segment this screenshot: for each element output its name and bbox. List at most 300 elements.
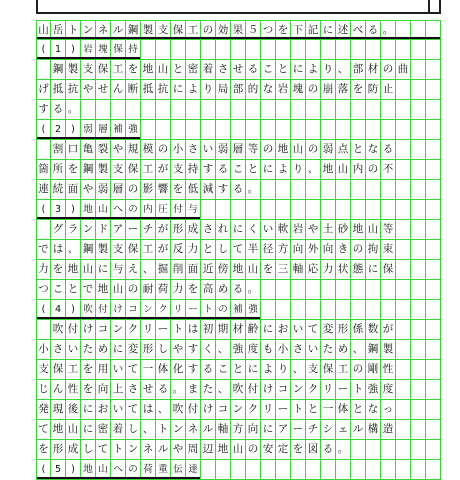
grid-cell: て (126, 360, 141, 380)
grid-cell (276, 280, 291, 300)
grid-cell: 発 (36, 400, 51, 420)
grid-cell (201, 460, 216, 480)
grid-cell (351, 460, 366, 480)
grid-cell: 付 (186, 400, 201, 420)
grid-cell (426, 200, 441, 220)
grid-cell: 口 (66, 140, 81, 160)
grid-cell: ン (126, 440, 141, 460)
grid-cell (216, 40, 231, 60)
grid-cell: 、 (216, 340, 231, 360)
grid-cell: コ (126, 300, 141, 320)
grid-cell (381, 440, 396, 460)
grid-cell: ネ (96, 20, 111, 40)
grid-cell: の (246, 440, 261, 460)
grid-cell (396, 160, 411, 180)
grid-cell (396, 140, 411, 160)
grid-cell (306, 460, 321, 480)
grid-cell (396, 80, 411, 100)
text-line (36, 320, 441, 340)
handwritten-underline (37, 217, 200, 219)
grid-cell: 度 (246, 340, 261, 360)
grid-cell: 不 (381, 160, 396, 180)
grid-cell (201, 100, 216, 120)
grid-cell: 5 (51, 460, 66, 480)
grid-cell: 製 (381, 340, 396, 360)
grid-cell: し (216, 240, 231, 260)
grid-cell: 地 (351, 220, 366, 240)
grid-cell: の (126, 460, 141, 480)
grid-cell (426, 100, 441, 120)
grid-cell: 保 (381, 260, 396, 280)
grid-cell: 伝 (171, 460, 186, 480)
grid-cell (336, 180, 351, 200)
grid-cell: よ (261, 360, 276, 380)
grid-cell: 保 (321, 360, 336, 380)
grid-cell: し (81, 440, 96, 460)
grid-cell: 形 (51, 440, 66, 460)
grid-cell: 、 (66, 240, 81, 260)
grid-cell: 地 (276, 140, 291, 160)
grid-cell: 補 (111, 120, 126, 140)
grid-cell: す (216, 180, 231, 200)
grid-cell (396, 180, 411, 200)
grid-cell (246, 40, 261, 60)
grid-cell: と (171, 60, 186, 80)
grid-cell: や (111, 140, 126, 160)
grid-cell (411, 100, 426, 120)
handwritten-underline (37, 57, 140, 59)
grid-cell: 強 (246, 300, 261, 320)
grid-cell: の (216, 300, 231, 320)
grid-cell: の (261, 140, 276, 160)
grid-cell (231, 120, 246, 140)
grid-cell (231, 200, 246, 220)
grid-cell (291, 120, 306, 140)
grid-cell: を (126, 60, 141, 80)
grid-cell: い (111, 360, 126, 380)
grid-cell: 部 (351, 60, 366, 80)
grid-cell (381, 120, 396, 140)
grid-cell: 材 (231, 320, 246, 340)
grid-cell (411, 260, 426, 280)
grid-cell (261, 300, 276, 320)
grid-cell: チ (306, 420, 321, 440)
grid-cell: ー (336, 380, 351, 400)
grid-cell: を (351, 80, 366, 100)
grid-cell: 地 (66, 260, 81, 280)
grid-cell (426, 140, 441, 160)
grid-cell: の (351, 240, 366, 260)
grid-cell: に (171, 80, 186, 100)
grid-cell: 等 (381, 220, 396, 240)
grid-cell: 用 (96, 360, 111, 380)
grid-cell: 体 (156, 360, 171, 380)
grid-cell: く (246, 220, 261, 240)
grid-cell (246, 120, 261, 140)
grid-cell: 内 (141, 200, 156, 220)
grid-cell: ト (66, 20, 81, 40)
grid-cell: ン (81, 20, 96, 40)
grid-cell: ン (81, 220, 96, 240)
grid-cell: じ (36, 380, 51, 400)
grid-cell: 下 (291, 20, 306, 40)
grid-cell (411, 460, 426, 480)
grid-cell: 山 (111, 280, 126, 300)
grid-cell (336, 460, 351, 480)
grid-cell (366, 120, 381, 140)
grid-cell: 弱 (216, 140, 231, 160)
grid-cell (291, 100, 306, 120)
grid-cell: の (366, 160, 381, 180)
grid-cell: 工 (66, 360, 81, 380)
grid-cell: ト (171, 320, 186, 340)
grid-cell: 山 (66, 420, 81, 440)
grid-cell: 後 (66, 400, 81, 420)
grid-cell: く (201, 340, 216, 360)
grid-cell: り (201, 80, 216, 100)
grid-cell: 地 (231, 260, 246, 280)
header-box-bottom-border (36, 12, 441, 14)
grid-cell (396, 380, 411, 400)
grid-cell: に (231, 220, 246, 240)
grid-cell: に (321, 20, 336, 40)
grid-cell (336, 120, 351, 140)
text-line (36, 160, 441, 180)
grid-cell: 地 (81, 200, 96, 220)
grid-cell: を (66, 160, 81, 180)
grid-cell: い (201, 140, 216, 160)
grid-cell: る (216, 160, 231, 180)
grid-cell: 抵 (141, 80, 156, 100)
grid-cell: ) (66, 120, 81, 140)
grid-cell (396, 440, 411, 460)
grid-cell (246, 200, 261, 220)
grid-cell: 強 (231, 340, 246, 360)
grid-cell: 塊 (291, 80, 306, 100)
grid-cell: 強 (366, 380, 381, 400)
grid-cell (426, 440, 441, 460)
grid-cell: を (51, 260, 66, 280)
grid-cell (351, 200, 366, 220)
grid-cell (411, 120, 426, 140)
grid-cell: 層 (111, 180, 126, 200)
grid-cell: は (51, 240, 66, 260)
grid-cell (381, 460, 396, 480)
grid-cell: 吹 (171, 400, 186, 420)
manuscript-grid (36, 20, 441, 475)
grid-cell (81, 100, 96, 120)
grid-cell (231, 100, 246, 120)
grid-cell: と (66, 280, 81, 300)
grid-cell: 工 (186, 20, 201, 40)
grid-cell (36, 320, 51, 340)
grid-cell (171, 100, 186, 120)
grid-cell: 面 (66, 180, 81, 200)
grid-cell: 態 (351, 260, 366, 280)
grid-cell: ク (246, 400, 261, 420)
grid-cell: の (381, 60, 396, 80)
grid-cell: ー (156, 320, 171, 340)
grid-cell: 。 (171, 380, 186, 400)
grid-cell: 内 (351, 160, 366, 180)
grid-cell: す (186, 360, 201, 380)
grid-cell: 製 (141, 20, 156, 40)
grid-cell: ク (306, 380, 321, 400)
grid-cell (366, 440, 381, 460)
grid-cell: コ (276, 380, 291, 400)
grid-cell: 、 (141, 260, 156, 280)
grid-cell (411, 340, 426, 360)
grid-cell: ド (96, 220, 111, 240)
grid-cell: せ (231, 60, 246, 80)
grid-cell: へ (111, 200, 126, 220)
grid-cell (261, 120, 276, 140)
grid-cell (426, 340, 441, 360)
grid-cell (426, 120, 441, 140)
grid-cell (351, 100, 366, 120)
grid-cell: で (36, 240, 51, 260)
grid-cell: に (261, 320, 276, 340)
grid-cell (351, 120, 366, 140)
grid-cell: を (81, 380, 96, 400)
grid-cell: り (291, 160, 306, 180)
grid-cell (351, 180, 366, 200)
grid-cell: 山 (291, 140, 306, 160)
grid-cell: 連 (36, 180, 51, 200)
grid-cell: し (126, 420, 141, 440)
grid-cell: 近 (201, 260, 216, 280)
grid-cell: ( (36, 300, 51, 320)
grid-cell: 地 (321, 160, 336, 180)
grid-cell: こ (231, 160, 246, 180)
grid-cell: や (306, 220, 321, 240)
grid-cell: 辺 (201, 440, 216, 460)
grid-cell: 一 (141, 360, 156, 380)
grid-cell: 削 (171, 260, 186, 280)
grid-cell: 耐 (141, 280, 156, 300)
grid-cell: 齢 (246, 320, 261, 340)
grid-cell (36, 220, 51, 240)
header-box-divider (428, 0, 430, 14)
grid-cell: 裂 (96, 140, 111, 160)
grid-cell: ネ (186, 420, 201, 440)
grid-cell: シ (321, 420, 336, 440)
grid-cell: け (111, 300, 126, 320)
grid-cell: な (366, 140, 381, 160)
grid-cell (426, 320, 441, 340)
grid-cell: ン (171, 420, 186, 440)
grid-cell: 山 (336, 160, 351, 180)
grid-cell: 抗 (156, 80, 171, 100)
grid-cell: 材 (366, 60, 381, 80)
grid-cell: 形 (171, 220, 186, 240)
grid-cell: け (261, 380, 276, 400)
grid-cell: ラ (66, 220, 81, 240)
grid-cell (396, 300, 411, 320)
grid-cell: る (381, 140, 396, 160)
grid-cell: せ (96, 80, 111, 100)
grid-cell: い (291, 320, 306, 340)
grid-cell: 度 (381, 380, 396, 400)
grid-cell: 箇 (36, 160, 51, 180)
grid-cell: 力 (171, 280, 186, 300)
grid-cell: 。 (66, 100, 81, 120)
grid-cell: 。 (381, 20, 396, 40)
grid-cell: け (81, 320, 96, 340)
grid-cell (426, 360, 441, 380)
grid-cell: に (261, 160, 276, 180)
grid-cell: よ (186, 80, 201, 100)
grid-cell: い (261, 220, 276, 240)
grid-cell: る (366, 20, 381, 40)
grid-cell: リ (261, 400, 276, 420)
grid-cell: ト (201, 300, 216, 320)
grid-cell: と (351, 140, 366, 160)
grid-cell (411, 140, 426, 160)
grid-cell: 効 (216, 20, 231, 40)
grid-cell (186, 100, 201, 120)
grid-cell (366, 200, 381, 220)
grid-cell: て (231, 240, 246, 260)
grid-cell: 層 (96, 120, 111, 140)
grid-cell (336, 40, 351, 60)
grid-cell: い (306, 340, 321, 360)
grid-cell (396, 280, 411, 300)
grid-cell: 構 (366, 420, 381, 440)
grid-cell (306, 180, 321, 200)
grid-cell (126, 100, 141, 120)
grid-cell: さ (126, 380, 141, 400)
header-box (36, 0, 441, 14)
text-line (36, 220, 441, 240)
grid-cell: や (171, 340, 186, 360)
grid-cell: ル (111, 20, 126, 40)
manuscript-sheet (36, 0, 441, 475)
grid-cell: へ (111, 460, 126, 480)
grid-cell (411, 40, 426, 60)
grid-cell: 成 (66, 440, 81, 460)
grid-cell (426, 280, 441, 300)
grid-cell: 山 (246, 260, 261, 280)
grid-cell (396, 460, 411, 480)
grid-cell: こ (51, 280, 66, 300)
grid-cell: た (321, 340, 336, 360)
grid-cell: 荷 (141, 460, 156, 480)
grid-cell: 地 (216, 440, 231, 460)
grid-cell: 向 (246, 420, 261, 440)
grid-cell (321, 100, 336, 120)
grid-cell (381, 100, 396, 120)
grid-cell (411, 240, 426, 260)
grid-cell: 、 (156, 400, 171, 420)
grid-cell: 与 (186, 200, 201, 220)
grid-cell: が (156, 240, 171, 260)
grid-cell: 抗 (66, 80, 81, 100)
grid-cell: に (111, 340, 126, 360)
grid-cell: 密 (96, 420, 111, 440)
grid-cell (366, 100, 381, 120)
grid-cell: 、 (306, 160, 321, 180)
grid-cell (411, 280, 426, 300)
grid-cell (306, 100, 321, 120)
grid-cell (426, 420, 441, 440)
grid-cell: て (96, 440, 111, 460)
grid-cell: る (231, 280, 246, 300)
grid-cell: ト (156, 420, 171, 440)
grid-cell: す (201, 160, 216, 180)
grid-cell: 低 (186, 180, 201, 200)
grid-cell: が (156, 220, 171, 240)
grid-cell: ク (126, 320, 141, 340)
grid-cell (366, 460, 381, 480)
grid-cell: と (306, 400, 321, 420)
grid-cell: ) (66, 40, 81, 60)
grid-cell: 拘 (366, 240, 381, 260)
grid-cell: 期 (216, 320, 231, 340)
grid-cell (381, 280, 396, 300)
grid-cell: 保 (126, 240, 141, 260)
grid-cell: 持 (186, 160, 201, 180)
grid-cell (111, 100, 126, 120)
grid-cell: 軸 (291, 260, 306, 280)
grid-cell (396, 400, 411, 420)
grid-cell: を (81, 360, 96, 380)
grid-cell: 保 (51, 360, 66, 380)
grid-cell: 工 (336, 360, 351, 380)
grid-cell: 保 (126, 160, 141, 180)
grid-cell (351, 440, 366, 460)
grid-cell: 持 (126, 40, 141, 60)
grid-cell: 強 (126, 120, 141, 140)
grid-cell: の (306, 80, 321, 100)
grid-cell: 軸 (216, 420, 231, 440)
grid-cell: ル (156, 440, 171, 460)
grid-cell: 変 (126, 340, 141, 360)
text-line (36, 100, 441, 120)
grid-cell: ー (276, 400, 291, 420)
grid-cell: で (81, 280, 96, 300)
grid-cell: 与 (111, 260, 126, 280)
grid-cell: を (186, 280, 201, 300)
grid-cell: せ (141, 380, 156, 400)
grid-cell: ５ (246, 20, 261, 40)
grid-cell: 数 (366, 320, 381, 340)
grid-cell: 反 (171, 240, 186, 260)
grid-cell: を (276, 20, 291, 40)
grid-cell (141, 120, 156, 140)
grid-cell: 山 (81, 260, 96, 280)
grid-cell (291, 180, 306, 200)
header-box-right-border (439, 0, 441, 14)
grid-cell: 、 (351, 340, 366, 360)
grid-cell: 吹 (81, 300, 96, 320)
grid-cell: 、 (141, 420, 156, 440)
grid-cell: つ (261, 20, 276, 40)
grid-cell (306, 40, 321, 60)
grid-cell: 体 (336, 400, 351, 420)
grid-cell: に (366, 260, 381, 280)
grid-cell (276, 100, 291, 120)
grid-cell: 一 (321, 400, 336, 420)
grid-cell (246, 100, 261, 120)
grid-cell (351, 300, 366, 320)
grid-cell (381, 300, 396, 320)
grid-cell (306, 300, 321, 320)
grid-cell: を (261, 260, 276, 280)
grid-cell (426, 80, 441, 100)
text-line (36, 80, 441, 100)
grid-cell: 山 (156, 60, 171, 80)
